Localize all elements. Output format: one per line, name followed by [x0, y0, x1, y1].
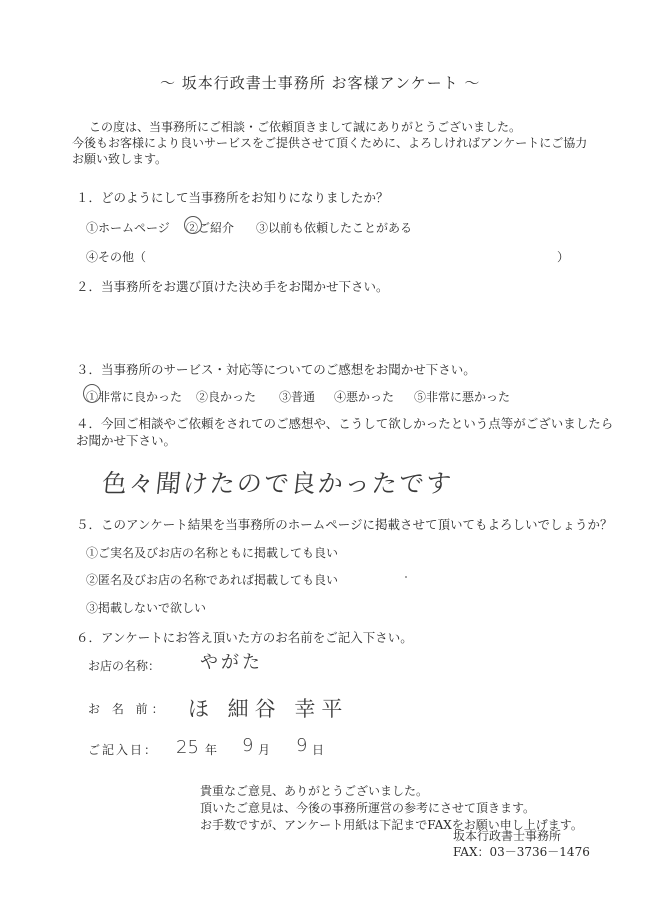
q3-option-bad: ④悪かった — [334, 390, 395, 404]
question-5: ５．このアンケート結果を当事務所のホームページに掲載させて頂いてもよろしいでしょうか？ — [76, 517, 613, 532]
intro-line-3: お願い致します。 — [72, 152, 168, 166]
stray-mark — [405, 576, 407, 578]
office-name: 坂本行政書士事務所 — [453, 829, 562, 843]
page-title: ～ 坂本行政書士事務所 お客様アンケート ～ — [160, 74, 481, 92]
q3-option-good: ②良かった — [196, 390, 257, 404]
q1-option-homepage: ①ホームページ — [86, 221, 170, 235]
question-6: ６．アンケートにお答え頂いた方のお名前をご記入下さい。 — [76, 630, 413, 645]
entry-date-month-unit: 月 — [258, 743, 271, 757]
person-name-label: お 名 前： — [88, 702, 168, 716]
q1-selection-mark — [184, 216, 202, 234]
intro-line-1: この度は、当事務所にご相談・ご依頼頂きまして誠にありがとうございました。 — [89, 120, 522, 134]
entry-date-month: 9 — [242, 735, 254, 756]
q3-option-very-bad: ⑤非常に悪かった — [414, 390, 511, 404]
q5-option-no-publish: ③掲載しないで欲しい — [86, 601, 207, 615]
closing-line-1: 貴重なご意見、ありがとうございました。 — [200, 784, 429, 798]
q4-handwritten-answer: 色々聞けたので良かったです — [100, 469, 455, 498]
person-name-value: ほ 細谷 幸平 — [188, 697, 349, 721]
q3-option-very-good: ①非常に良かった — [86, 390, 183, 404]
q1-other-close-paren: ） — [557, 250, 570, 264]
closing-line-2: 頂いたご意見は、今後の事務所運営の参考にさせて頂きます。 — [200, 801, 536, 815]
entry-date-label: ご記入日： — [88, 743, 159, 757]
q5-option-anonymous: ②匿名及びお店の名称であれば掲載しても良い — [86, 573, 339, 587]
intro-line-2: 今後もお客様により良いサービスをご提供させて頂くために、よろしければアンケートにご協力 — [72, 136, 588, 150]
entry-date-day-unit: 日 — [312, 743, 325, 757]
q3-selection-mark — [83, 384, 101, 403]
q1-option-referral: ②ご紹介 — [186, 221, 235, 235]
question-2: ２．当事務所をお選び頂けた決め手をお聞かせ下さい。 — [76, 279, 389, 294]
shop-name-label: お店の名称： — [88, 659, 161, 673]
q5-option-full-name: ①ご実名及びお店の名称ともに掲載しても良い — [86, 546, 339, 560]
question-4-line-2: お聞かせ下さい。 — [76, 433, 177, 448]
shop-name-value: やがた — [200, 652, 263, 673]
q1-option-repeat: ③以前も依頼したことがある — [256, 221, 413, 235]
closing-line-3: お手数ですが、アンケート用紙は下記までFAXをお願い申し上げます。 — [200, 818, 583, 832]
entry-date-day: 9 — [296, 735, 308, 756]
question-1: １．どのようにして当事務所をお知りになりましたか？ — [76, 190, 389, 205]
office-fax: FAX：03－3736－1476 — [453, 845, 590, 859]
entry-date-year: 25 — [176, 737, 199, 758]
q1-option-other: ④その他（ — [86, 250, 147, 264]
q3-option-average: ③普通 — [279, 390, 316, 404]
entry-date-year-unit: 年 — [205, 743, 218, 757]
question-4-line-1: ４．今回ご相談やご依頼をされてのご感想や、こうして欲しかったという点等がございましたら — [76, 416, 614, 431]
question-3: ３．当事務所のサービス・対応等についてのご感想をお聞かせ下さい。 — [76, 362, 476, 377]
